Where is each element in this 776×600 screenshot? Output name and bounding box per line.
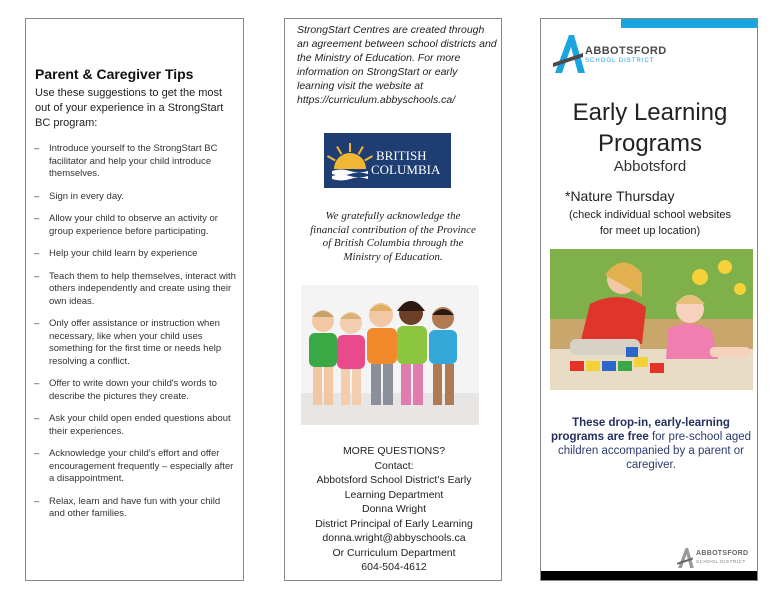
list-item: – Sign in every day.: [34, 190, 124, 202]
bullet-dash: –: [34, 413, 40, 424]
district-logo-small-name: ABBOTSFORD: [696, 550, 749, 557]
info-panel: [284, 18, 502, 581]
district-logo-name: ABBOTSFORD: [585, 45, 667, 57]
contact-person: Donna Wright: [361, 503, 426, 515]
tips-panel: [25, 18, 244, 581]
meetup-note: (check individual school websites for meet up location): [568, 209, 732, 237]
dropin-bold: These drop-in, early-learning programs are free: [550, 417, 730, 443]
bc-logo-line1: BRITISH: [376, 148, 427, 163]
family-photo: [550, 249, 753, 390]
contact-heading: MORE QUESTIONS?: [342, 445, 446, 457]
dropin-statement: [549, 416, 753, 472]
list-item: – Acknowledge your child's effort and offer encouragement frequently – especially after a disappointment.: [34, 448, 234, 484]
contact-dept-line2: Learning Department: [344, 488, 444, 501]
contact-email[interactable]: donna.wright@abbyschools.ca: [322, 532, 466, 544]
abbotsford-a-small-icon: [677, 547, 695, 569]
list-item: – Ask your child open ended questions about their experiences.: [34, 413, 231, 437]
page-subtitle: Abbotsford: [613, 158, 687, 175]
contact-phone: 604-504-4612: [361, 561, 427, 573]
dropin-rest: for pre-school aged children accompanied by a parent or caregiver.: [557, 431, 752, 471]
tips-list: [32, 143, 238, 531]
bullet-dash: –: [34, 213, 40, 224]
district-logo-sub: SCHOOL DISTRICT: [585, 58, 655, 64]
bullet-dash: –: [34, 190, 40, 202]
list-item: – Help your child learn by experience: [34, 248, 198, 259]
list-item: – Offer to write down your child's words to describe the pictures they create.: [34, 378, 217, 402]
contact-block: [291, 444, 497, 575]
contact-role: District Principal of Early Learning: [315, 517, 473, 530]
bottom-band: [540, 571, 758, 581]
page-title: Early Learning Programs: [572, 99, 728, 157]
list-item: – Introduce yourself to the StrongStart BC facilitator and help your child introduce themselves.: [34, 143, 218, 179]
list-item: – Only offer assistance or instruction when necessary, like when your child uses something for the first time or needs help resolving a conflict.: [34, 318, 222, 367]
acknowledgement: We gratefully acknowledge the financial contribution of the Province of British Columbia through the Ministry of Education.: [310, 210, 476, 263]
list-item: – Relax, learn and have fun with your child and other families.: [34, 495, 221, 519]
abbotsford-a-icon: [553, 33, 587, 75]
district-logo-small-sub: SCHOOL DISTRICT: [696, 559, 746, 564]
nature-thursday: *Nature Thursday: [565, 188, 675, 204]
bullet-dash: –: [34, 495, 40, 507]
list-item: – Teach them to help themselves, interact with others independently and create using their own ideas.: [34, 270, 236, 307]
bc-logo-line2: COLUMBIA: [371, 162, 441, 177]
bullet-dash: –: [34, 270, 40, 282]
children-photo: [301, 285, 479, 425]
contact-dept-line1: Abbotsford School District’s Early: [316, 474, 472, 486]
list-item: – Allow your child to observe an activity or group experience before participating.: [34, 213, 218, 237]
bullet-dash: –: [34, 448, 40, 459]
british-columbia-logo: [324, 133, 451, 188]
top-accent-band: [621, 19, 758, 28]
bullet-dash: –: [34, 143, 40, 154]
bullet-dash: –: [34, 318, 40, 329]
tips-title: Parent & Caregiver Tips: [35, 66, 194, 82]
bullet-dash: –: [34, 248, 40, 259]
bullet-dash: –: [34, 378, 40, 389]
bc-sun-icon: [324, 133, 451, 188]
contact-label: Contact:: [374, 459, 414, 472]
cover-panel: [540, 18, 758, 581]
contact-alt-dept: Or Curriculum Department: [332, 546, 456, 559]
tips-intro: Use these suggestions to get the most out of your experience in a StrongStart BC program:: [35, 87, 224, 129]
strongstart-info: StrongStart Centres are created through an agreement between school districts and the Ministry of Education. For more information on StrongStart or early learning visit the website at https://curriculum.abbyschools.ca/: [297, 24, 497, 106]
